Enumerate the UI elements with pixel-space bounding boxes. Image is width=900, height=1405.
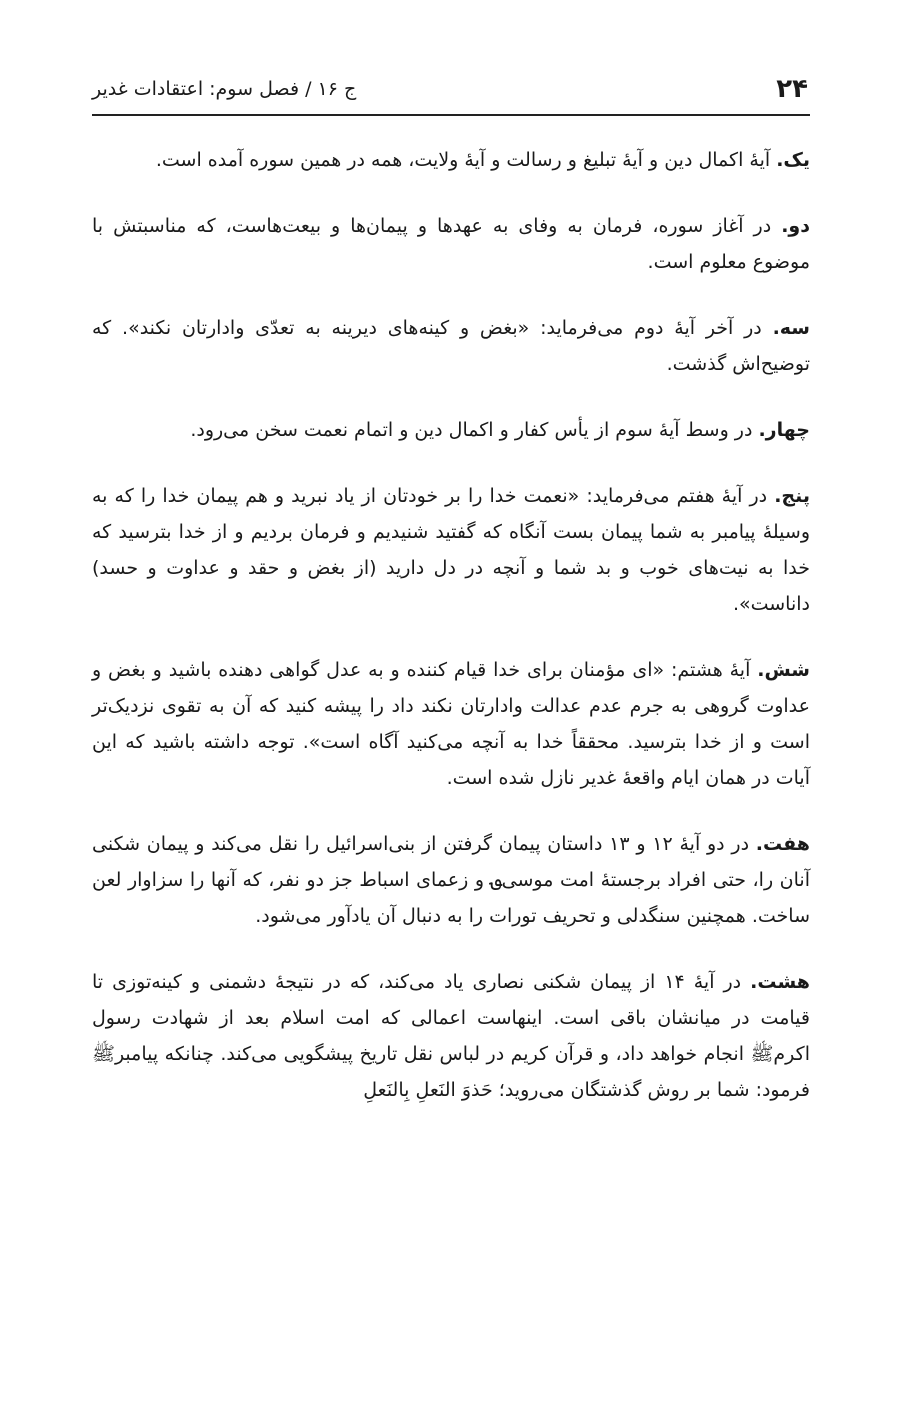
paragraph-lead: سه. <box>772 317 810 339</box>
body-text <box>92 142 810 1138</box>
paragraph-lead: دو. <box>781 215 810 237</box>
paragraph-7 <box>92 826 810 934</box>
paragraph-text: در آیهٔ ۱۴ از پیمان شکنی نصاری یاد می‌کند، که در نتیجهٔ دشمنی و کینه‌توزی تا قیامت در میانشان باقی است. اینهاست اعمالی که امت اسلام بعد از شهادت رسول اکرمﷺ انجام خواهد داد، و قرآن کریم در لباس نقل تاریخ پیشگویی می‌کند. چنانکه پیامبرﷺ فرمود: شما بر روش گذشتگان می‌روید؛ حَذوَ النَعلِ بِالنَعلِ <box>92 971 810 1101</box>
page-number: ۲۴ <box>776 74 808 104</box>
page-header <box>92 72 810 116</box>
paragraph-5 <box>92 478 810 622</box>
paragraph-1 <box>92 142 810 178</box>
paragraph-text: در وسط آیهٔ سوم از یأس کفار و اکمال دین و اتمام نعمت سخن می‌رود. <box>190 419 759 441</box>
paragraph-lead: هشت. <box>750 971 810 993</box>
paragraph-text: در آیهٔ هفتم می‌فرماید: «نعمت خدا را بر خودتان از یاد نبرید و هم پیمان خدا را که به وسیلهٔ پیامبر به شما پیمان بست آنگاه که گفتید شنیدیم و فرمان بردیم و از خدا بترسید که خدا به نیت‌های خوب و بد شما و آنچه در دل دارید (از بغض و حقد و عداوت و حسد) داناست». <box>92 485 810 615</box>
paragraph-lead: پنج. <box>774 485 810 507</box>
paragraph-text: آیهٔ هشتم: «ای مؤمنان برای خدا قیام کننده و به عدل گواهی دهنده باشید و بغض و عداوت گروهی به جرم عدم عدالت وادارتان نکند داد را پیشه کنید که آن به تقوی نزدیک‌تر است و از خدا بترسید. محققاً خدا به آنچه می‌کنید آگاه است». توجه داشته باشید که این آیات در همان ایام واقعهٔ غدیر نازل شده است. <box>92 659 810 789</box>
paragraph-4 <box>92 412 810 448</box>
paragraph-3 <box>92 310 810 382</box>
paragraph-text: آیهٔ اکمال دین و آیهٔ تبلیغ و رسالت و آیهٔ ولایت، همه در همین سوره آمده است. <box>155 149 777 171</box>
paragraph-6 <box>92 652 810 796</box>
paragraph-lead: شش. <box>757 659 810 681</box>
paragraph-text: در آخر آیهٔ دوم می‌فرماید: «بغض و کینه‌های دیرینه به تعدّی وادارتان نکند». که توضیح‌اش گذشت. <box>92 317 810 375</box>
paragraph-lead: چهار. <box>758 419 810 441</box>
paragraph-lead: هفت. <box>755 833 810 855</box>
paragraph-8 <box>92 964 810 1108</box>
paragraph-text: در آغاز سوره، فرمان به وفای به عهدها و پیمان‌ها و بیعت‌هاست، که مناسبتش با موضوع معلوم است. <box>92 215 810 273</box>
paragraph-lead: یک. <box>776 149 810 171</box>
paragraph-text: در دو آیهٔ ۱۲ و ۱۳ داستان پیمان گرفتن از بنی‌اسرائیل را نقل می‌کند و پیمان شکنی آنان را، حتی افراد برجستهٔ امت موسی؈ و زعمای اسباط جز دو نفر، که آنها را سزاوار لعن ساخت. همچنین سنگدلی و تحریف تورات را به دنبال آن یادآور می‌شود. <box>92 833 810 927</box>
paragraph-2 <box>92 208 810 280</box>
running-title: ج ۱۶ / فصل سوم: اعتقادات غدیر <box>92 78 357 100</box>
